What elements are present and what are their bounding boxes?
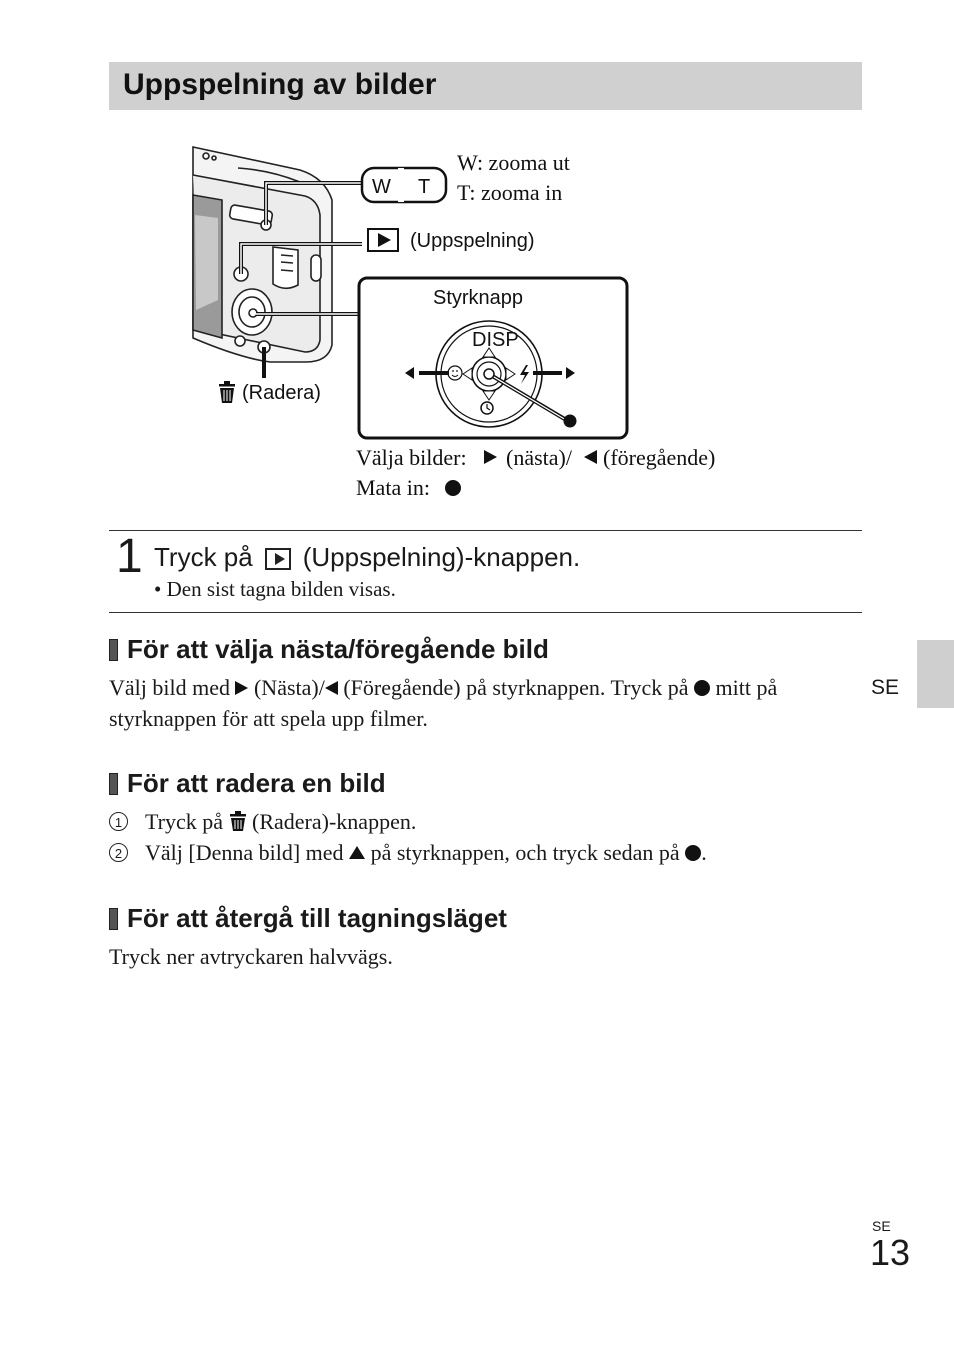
enter-dot-icon — [694, 680, 710, 696]
text-segment: Tryck på — [145, 809, 224, 834]
prev-label: (föregående) — [603, 445, 716, 470]
confirm-dot-icon — [445, 480, 461, 496]
control-button-title: Styrknapp — [433, 287, 524, 309]
next-label: (nästa)/ — [506, 445, 572, 470]
enter-dot-icon — [685, 845, 701, 861]
zoom-t-label: T — [418, 176, 431, 198]
section-marker-icon — [109, 639, 118, 661]
section-heading-text: För att radera en bild — [127, 768, 386, 798]
step-number: 1 — [116, 530, 143, 583]
page-number: 13 — [870, 1232, 911, 1273]
page-title: Uppspelning av bilder — [123, 68, 437, 101]
up-arrow-icon — [349, 846, 365, 859]
text-segment: mitt på — [715, 675, 778, 700]
text-segment: Välj [Denna bild] med — [145, 840, 344, 865]
trash-icon — [219, 381, 235, 403]
section-marker-icon — [109, 773, 118, 795]
step-top-rule — [109, 530, 862, 531]
delete-step-1 — [109, 806, 416, 837]
confirm-label: Mata in: — [356, 475, 430, 500]
enter-dot-icon — [564, 415, 577, 428]
text-segment: . — [701, 840, 707, 865]
step-post: (Uppspelning)-knappen. — [302, 542, 581, 572]
right-arrow-icon — [235, 681, 248, 695]
disp-label: DISP — [472, 329, 519, 351]
left-arrow-icon — [325, 681, 338, 695]
playback-label: (Uppspelning) — [410, 230, 535, 252]
select-images-label: Välja bilder: — [356, 445, 467, 470]
text-segment: på styrknappen, och tryck sedan på — [370, 840, 680, 865]
text-segment: (Nästa)/ — [253, 675, 325, 700]
step-circle-number: 1 — [109, 812, 128, 831]
section-heading-return — [109, 903, 507, 934]
step-bottom-rule — [109, 612, 862, 613]
section-heading-text: För att välja nästa/föregående bild — [127, 634, 549, 664]
step-pre: Tryck på — [154, 542, 253, 572]
side-language-label: SE — [871, 676, 900, 699]
section-return-text: Tryck ner avtryckaren halvvägs. — [109, 944, 393, 969]
section-heading-navigate — [109, 634, 549, 665]
delete-step-2 — [109, 837, 707, 868]
section-navigate-line1 — [109, 672, 777, 703]
section-navigate-line2: styrknappen för att spela upp filmer. — [109, 706, 428, 731]
section-heading-delete — [109, 768, 386, 799]
text-segment: (Föregående) på styrknappen. Tryck på — [343, 675, 689, 700]
language-side-tab — [917, 640, 954, 708]
text-segment: (Radera)-knappen. — [252, 809, 417, 834]
delete-label: (Radera) — [242, 382, 321, 404]
playback-button-icon — [265, 548, 291, 570]
step-instruction — [154, 542, 580, 573]
page-language-label: SE — [872, 1218, 891, 1234]
prev-arrow-icon — [584, 450, 597, 464]
step-note: • Den sist tagna bilden visas. — [154, 577, 396, 601]
camera-diagram — [0, 0, 954, 520]
step-circle-number: 2 — [109, 843, 128, 862]
section-marker-icon — [109, 908, 118, 930]
section-heading-text: För att återgå till tagningsläget — [127, 903, 507, 933]
next-arrow-icon — [484, 450, 497, 464]
zoom-w-label: W — [372, 176, 391, 198]
camera-body-illustration — [193, 147, 332, 362]
zoom-in-label: T: zooma in — [457, 180, 563, 205]
text-segment: Välj bild med — [109, 675, 230, 700]
zoom-out-label: W: zooma ut — [457, 150, 570, 175]
trash-icon — [229, 810, 247, 832]
